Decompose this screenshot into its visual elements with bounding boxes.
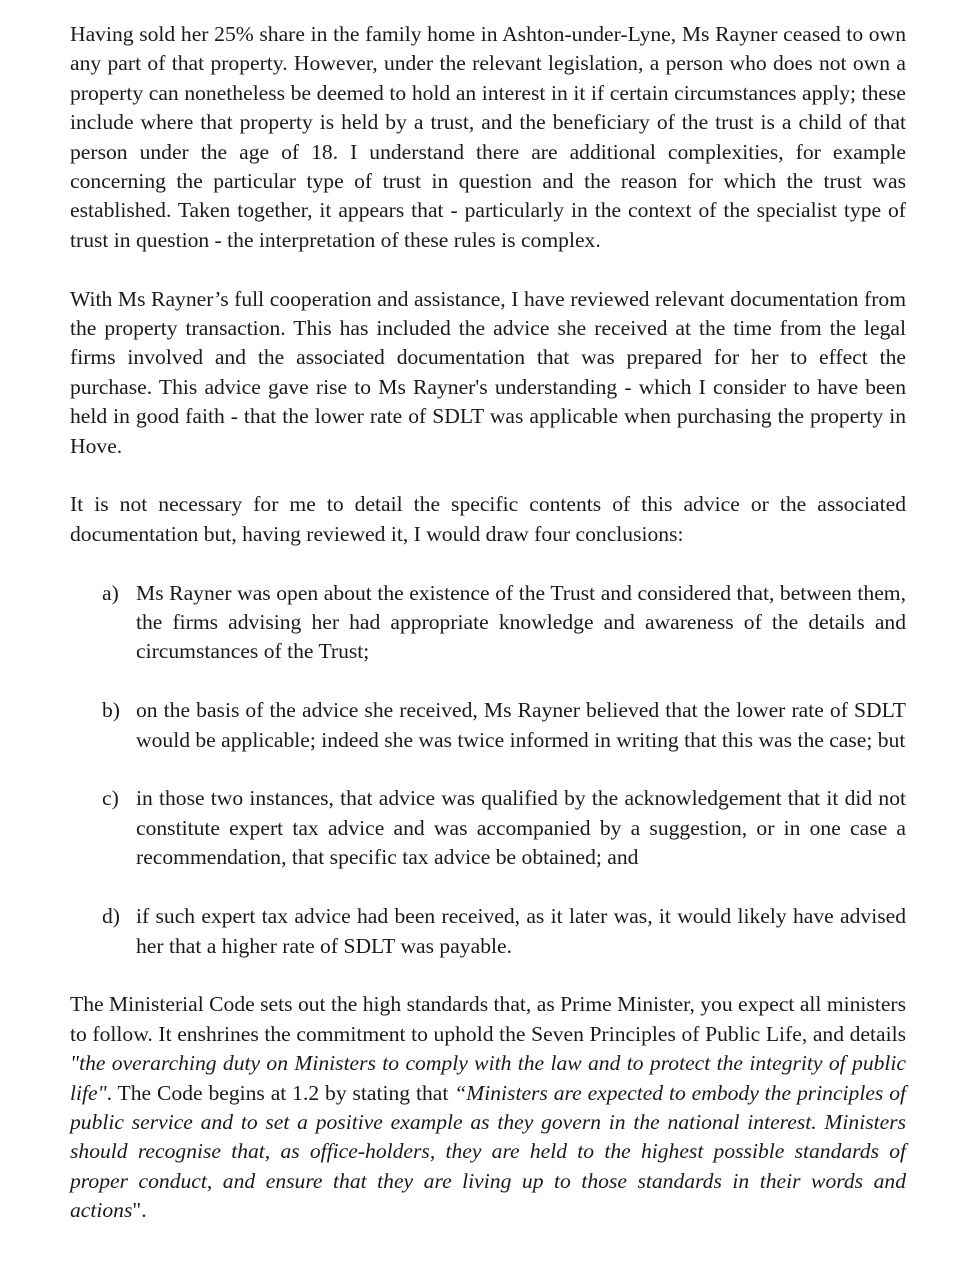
paragraph-trust-interest: Having sold her 25% share in the family home in Ashton-under-Lyne, Ms Rayner ceased to own any part of that property. However, under the relevant legislation, a person who does not own a property can nonetheless be deemed to hold an interest in it if certain circumstances apply; these include where that property is held by a trust, and the beneficiary of the trust is a child of that person under the age of 18. I understand there are additional complexities, for example concerning the particular type of trust in question and the reason for which the trust was established. Taken together, it appears that - particularly in the context of the specialist type of trust in question - the interpretation of these rules is complex.	[70, 22, 906, 252]
list-item-text: on the basis of the advice she received, Ms Rayner believed that the lower rate of SDLT would be applicable; indeed she was twice informed in writing that this was the case; but	[136, 698, 906, 752]
list-item	[70, 784, 906, 872]
conclusions-list	[70, 579, 906, 961]
paragraph-ministerial-code	[70, 990, 906, 1225]
paragraph-documentation-review: With Ms Rayner’s full cooperation and assistance, I have reviewed relevant documentation from the property transaction. This has included the advice she received at the time from the legal firms involved and the associated documentation that was prepared for her to effect the purchase. This advice gave rise to Ms Rayner's understanding - which I consider to have been held in good faith - that the lower rate of SDLT was applicable when purchasing the property in Hove.	[70, 286, 906, 458]
ministerial-code-quote-1: "the overarching duty on Ministers to comply with the law and to protect the integrity of public life"	[70, 1051, 906, 1105]
list-item-text: in those two instances, that advice was qualified by the acknowledgement that it did not constitute expert tax advice and was accompanied by a suggestion, or in one case a recommendation, that specific tax advice be obtained; and	[136, 786, 906, 870]
list-marker: d)	[102, 904, 120, 929]
ministerial-code-text-1: The Ministerial Code sets out the high standards that, as Prime Minister, you expect all ministers to follow. It enshrines the commitment to uphold the Seven Principles of Public Life, and details	[70, 992, 906, 1046]
list-marker: a)	[102, 580, 119, 605]
list-marker: c)	[102, 786, 119, 811]
ministerial-code-text-3: ".	[132, 1198, 147, 1223]
ministerial-code-text-2: . The Code begins at 1.2 by stating that	[106, 1080, 455, 1105]
list-item	[70, 902, 906, 961]
list-item-text: if such expert tax advice had been received, as it later was, it would likely have advised her that a higher rate of SDLT was payable.	[136, 904, 906, 958]
paragraph-four-conclusions-intro: It is not necessary for me to detail the specific contents of this advice or the associated documentation but, having reviewed it, I would draw four conclusions:	[70, 492, 906, 546]
list-item-text: Ms Rayner was open about the existence of the Trust and considered that, between them, the firms advising her had appropriate knowledge and awareness of the details and circumstances of the Trust;	[136, 580, 906, 664]
list-marker: b)	[102, 698, 120, 723]
ministerial-code-quote-2: “Ministers are expected to embody the principles of public service and to set a positive example as they govern in the national interest. Ministers should recognise that, as office-holders, they are held to the highest possible standards of proper conduct, and ensure that they are living up to those standards in their words and actions	[70, 1080, 906, 1223]
list-item	[70, 696, 906, 755]
list-item	[70, 579, 906, 667]
